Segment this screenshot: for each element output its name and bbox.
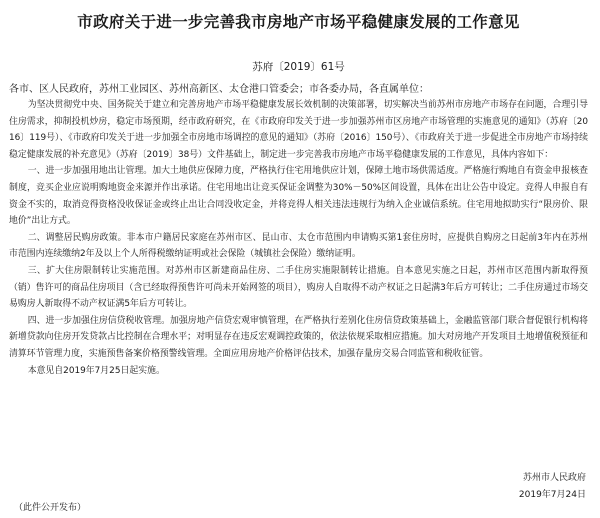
paragraph-purchase-policy: 二、调整居民购房政策。非本市户籍居民家庭在苏州市区、昆山市、太仓市范围内申请购买第1套住房时，应提供自购房之日起前3年内在苏州市范围内连续缴纳2年及以上个人所得税缴纳证明或社会保险（城镇社会保险）缴纳证明。 <box>9 232 588 260</box>
document-number: 苏府〔2019〕61号 <box>252 61 345 73</box>
addressee: 各市、区人民政府，苏州工业园区、苏州高新区、太仓港口管委会；市各委办局，各直属单位： <box>9 84 429 95</box>
paragraph-transfer-restriction: 三、扩大住房限制转让实施范围。对苏州市区新建商品住房、二手住房实施限制转让措施。自本意见实施之日起，苏州市区范围内新取得预（销）售许可的商品住房项目（含已经取得预售许可尚未开始网签的项目），购房人自取得不动产权证之日起满3年后方可转让；二手住房通过市场交易购房人新取得不动产权证满5年后方可转让。 <box>9 265 588 310</box>
paragraph-intro: 为坚决贯彻党中央、国务院关于建立和完善房地产市场平稳健康发展长效机制的决策部署，切实解决当前苏州市房地产市场存在问题，合理引导住房需求，抑制投机炒房，稳定市场预期，经市政府研究，在《市政府印发关于进一步加强苏州市区房地产市场管理的实施意见的通知》（苏府〔2016〕119号）、《市政府印发关于进一步加强全市房地市场调控的意见的通知》（苏府〔2016〕150号）、《市政府关于进一步促进全市房地产市场持续稳定健康发展的补充意见》（苏府〔2019〕38号）文件基础上，制定进一步完善我市房地产市场平稳健康发展的工作意见，具体内容如下： <box>9 100 588 160</box>
signature-organization: 苏州市人民政府 <box>522 473 586 483</box>
paragraph-land-supply: 一、进一步加强用地出让管理。加大土地供应保障力度，严格执行住宅用地供应计划，保障土地市场供需适度。严格施行购地自有资金申报核查制度，竞买企业应说明购地资金来源并作出承诺。住宅用地出让竞买保证金调整为30%－50%区间设置，具体在出让公告中设定。竞得人申报自有资金不实的，取消竞得资格没收保证金或终止出让合同没收定金，并将竞得人相关违法违规行为纳入企业诚信系统。住宅用地拟助实行“限房价、限地价”出让方式。 <box>9 166 588 227</box>
document-title: 市政府关于进一步完善我市房地产市场平稳健康发展的工作意见 <box>77 13 520 31</box>
paragraph-credit-tax: 四、进一步加强住房信贷税收管理。加强房地产信贷宏观审慎管理，在严格执行差别化住房信贷政策基础上，金融监管部门联合督促银行机构将新增贷款向住房开发贷款占比控制在合理水平；对明显存在违反宏观调控政策的，依法依规采取相应措施。加大对房地产开发项目土地增值税预征和清算环节管理力度，实施预售备案价格预警线管理。全面应用房地产价格评估技术，加强存量房交易合同监管和税收征管。 <box>9 315 588 359</box>
paragraph-effective-date: 本意见自2019年7月25日起实施。 <box>27 365 165 376</box>
signature-date: 2019年7月24日 <box>518 490 586 500</box>
release-note: （此件公开发布） <box>14 503 87 513</box>
